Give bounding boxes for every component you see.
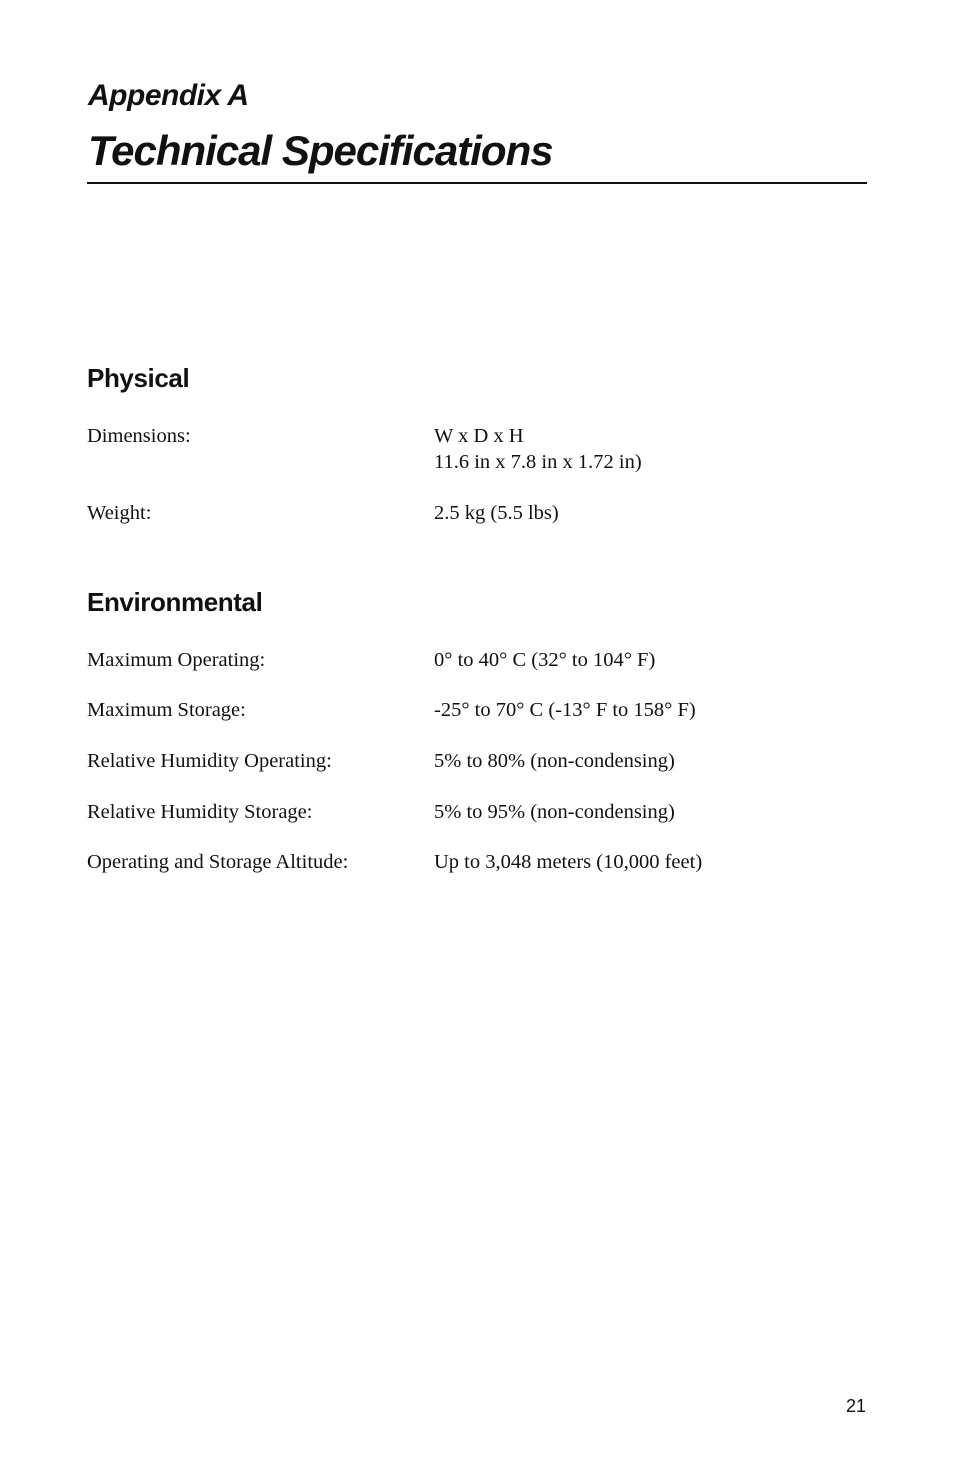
appendix-label: Appendix A — [88, 79, 249, 112]
max-operating-value: 0° to 40° C (32° to 104° F) — [434, 649, 656, 671]
dimensions-label: Dimensions: — [87, 425, 191, 447]
title-rule — [87, 182, 867, 184]
max-operating-label: Maximum Operating: — [87, 649, 266, 671]
humidity-operating-label: Relative Humidity Operating: — [87, 750, 332, 772]
humidity-storage-label: Relative Humidity Storage: — [87, 801, 313, 823]
max-storage-label: Maximum Storage: — [87, 699, 246, 721]
physical-heading: Physical — [87, 363, 190, 393]
weight-value: 2.5 kg (5.5 lbs) — [434, 502, 559, 524]
dimensions-value-line1: W x D x H — [434, 425, 524, 447]
humidity-storage-value: 5% to 95% (non-condensing) — [434, 801, 675, 823]
weight-label: Weight: — [87, 502, 152, 524]
max-storage-value: -25° to 70° C (-13° F to 158° F) — [434, 699, 696, 721]
page-title: Technical Specifications — [88, 127, 553, 174]
environmental-heading: Environmental — [87, 587, 263, 617]
altitude-value: Up to 3,048 meters (10,000 feet) — [434, 851, 703, 873]
page-number: 21 — [846, 1396, 867, 1416]
dimensions-value-line2: 11.6 in x 7.8 in x 1.72 in) — [434, 451, 642, 473]
humidity-operating-value: 5% to 80% (non-condensing) — [434, 750, 675, 772]
altitude-label: Operating and Storage Altitude: — [87, 851, 349, 873]
